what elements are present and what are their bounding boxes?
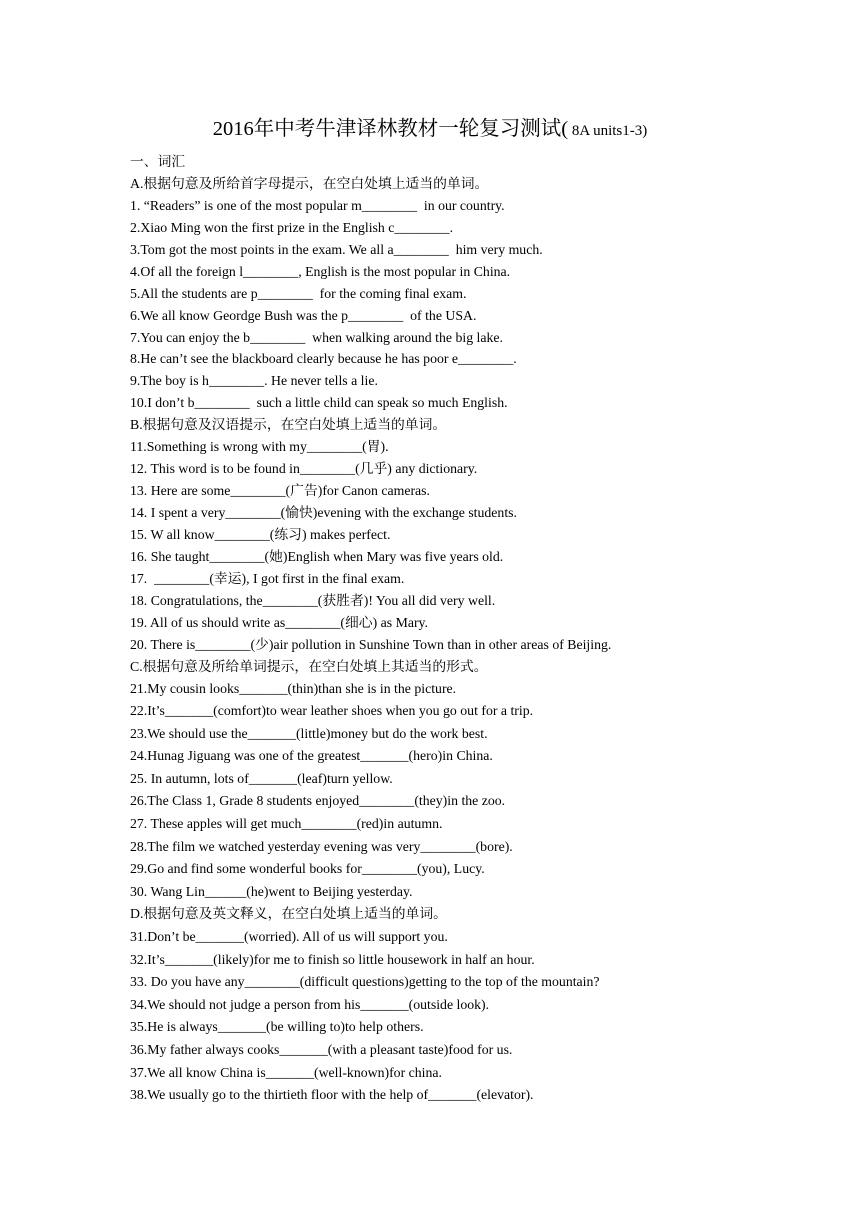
question-20: 20. There is________(少)air pollution in Sunshine Town than in other areas of Beijing.	[130, 636, 612, 652]
question-2: 2.Xiao Ming won the first prize in the English c________.	[130, 219, 454, 235]
question-13: 13. Here are some________(广告)for Canon cameras.	[130, 483, 430, 499]
part-b-heading: B.根据句意及汉语提示，在空白处填上适当的单词。	[130, 417, 447, 433]
section-heading: 一、词汇	[130, 154, 186, 169]
question-21: 21.My cousin looks_______(thin)than she is in the picture.	[130, 680, 457, 696]
question-23: 23.We should use the_______(little)money but do the work best.	[130, 725, 488, 741]
question-16: 16. She taught________(她)English when Mary was five years old.	[130, 548, 504, 564]
question-4: 4.Of all the foreign l________, English is the most popular in China.	[130, 263, 511, 279]
question-33: 33. Do you have any________(difficult questions)getting to the top of the mountain?	[130, 974, 600, 990]
question-22: 22.It’s_______(comfort)to wear leather shoes when you go out for a trip.	[130, 703, 534, 719]
title-sub: 8A units1-3)	[568, 123, 648, 139]
question-19: 19. All of us should write as________(细心) as Mary.	[130, 614, 429, 630]
question-38: 38.We usually go to the thirtieth floor with the help of_______(elevator).	[130, 1087, 534, 1103]
question-25: 25. In autumn, lots of_______(leaf)turn yellow.	[130, 770, 393, 786]
question-10: 10.I don’t b________ such a little child can speak so much English.	[130, 395, 508, 411]
question-29: 29.Go and find some wonderful books for________(you), Lucy.	[130, 861, 485, 877]
question-5: 5.All the students are p________ for the coming final exam.	[130, 285, 467, 301]
document-title	[0, 113, 860, 147]
title-main: 2016年中考牛津译林教材一轮复习测试(	[212, 118, 569, 140]
question-27: 27. These apples will get much________(red)in autumn.	[130, 816, 443, 832]
question-1: 1. “Readers” is one of the most popular m________ in our country.	[130, 197, 505, 213]
part-c-heading: C.根据句意及所给单词提示，在空白处填上其适当的形式。	[130, 658, 488, 674]
part-d-heading: D.根据句意及英文释义，在空白处填上适当的单词。	[130, 906, 447, 922]
question-6: 6.We all know Geordge Bush was the p________ of the USA.	[130, 307, 477, 323]
question-7: 7.You can enjoy the b________ when walking around the big lake.	[130, 329, 503, 345]
question-26: 26.The Class 1, Grade 8 students enjoyed________(they)in the zoo.	[130, 793, 506, 809]
question-35: 35.He is always_______(be willing to)to help others.	[130, 1019, 424, 1035]
question-14: 14. I spent a very________(愉快)evening with the exchange students.	[130, 505, 517, 520]
question-3: 3.Tom got the most points in the exam. We all a________ him very much.	[130, 241, 543, 257]
question-12: 12. This word is to be found in________(几乎) any dictionary.	[130, 461, 478, 477]
question-24: 24.Hunag Jiguang was one of the greatest_______(hero)in China.	[130, 748, 493, 764]
part-a-heading: A.根据句意及所给首字母提示，在空白处填上适当的单词。	[130, 175, 489, 191]
question-30: 30. Wang Lin______(he)went to Beijing yesterday.	[130, 883, 413, 899]
question-8: 8.He can’t see the blackboard clearly because he has poor e________.	[130, 351, 517, 367]
question-31: 31.Don’t be_______(worried). All of us will support you.	[130, 929, 448, 945]
question-34: 34.We should not judge a person from his_______(outside look).	[130, 996, 490, 1012]
question-28: 28.The film we watched yesterday evening was very________(bore).	[130, 838, 513, 854]
question-36: 36.My father always cooks_______(with a pleasant taste)food for us.	[130, 1042, 513, 1057]
question-37: 37.We all know China is_______(well-known)for china.	[130, 1064, 442, 1080]
exercise-body	[130, 151, 830, 1107]
question-9: 9.The boy is h________. He never tells a lie.	[130, 373, 378, 389]
question-18: 18. Congratulations, the________(获胜者)! You all did very well.	[130, 592, 496, 608]
question-11: 11.Something is wrong with my________(胃).	[130, 439, 389, 455]
question-17: 17. ________(幸运), I got first in the final exam.	[130, 570, 405, 586]
question-32: 32.It’s_______(likely)for me to finish so little housework in half an hour.	[130, 951, 535, 967]
question-15: 15. W all know________(练习) makes perfect.	[130, 526, 391, 542]
